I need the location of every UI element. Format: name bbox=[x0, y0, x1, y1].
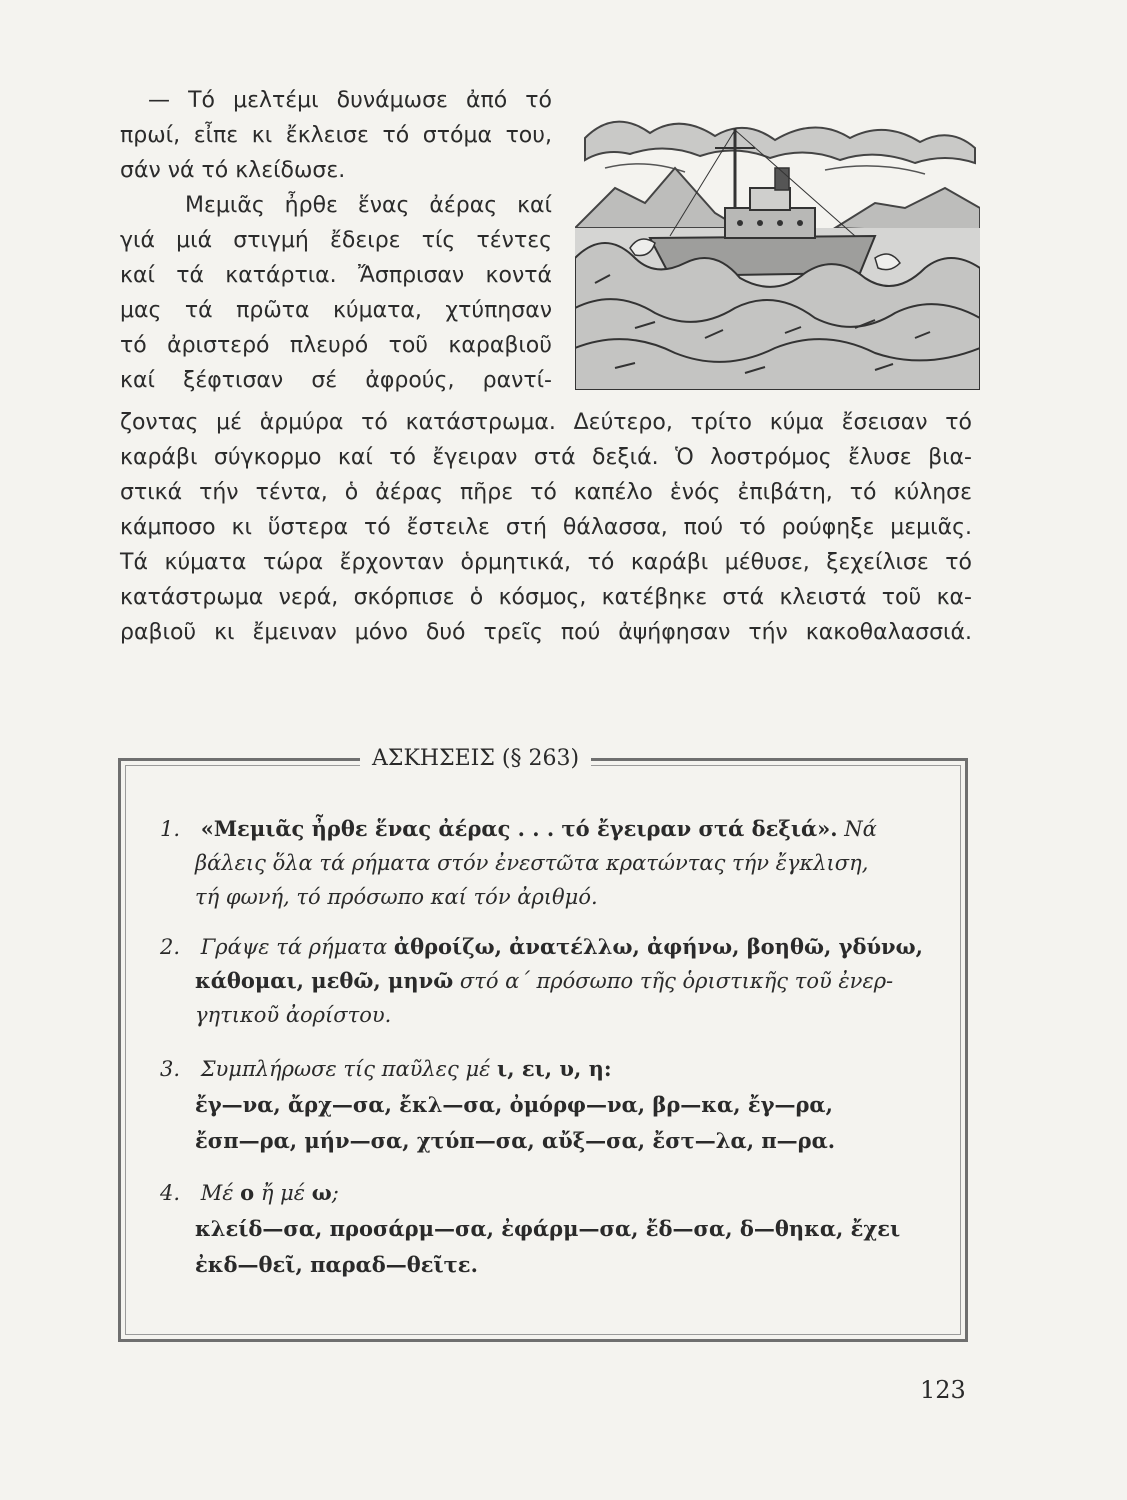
exercise-1-line bbox=[195, 880, 598, 914]
narrative-line: καί τά κατάρτια. Ἄσπρισαν κοντά bbox=[120, 263, 552, 288]
exercise-letter: ο bbox=[240, 1180, 255, 1205]
exercise-number: 4. bbox=[160, 1181, 181, 1205]
exercise-4-line bbox=[195, 1248, 478, 1282]
narrative-line: — Τό μελτέμι δυνάμωσε ἀπό τό bbox=[148, 88, 552, 113]
exercise-instruction: βάλεις ὅλα τά ρήματα στόν ἐνεστῶτα κρατώντας τήν ἔγκλιση, bbox=[195, 851, 869, 875]
exercise-3-line bbox=[195, 1088, 833, 1122]
narrative-line: στικά τήν τέντα, ὁ ἀέρας πῆρε τό καπέλο ἑνός ἐπιβάτη, τό κύλησε bbox=[120, 480, 972, 505]
page-number: 123 bbox=[920, 1376, 966, 1404]
exercise-instruction: γητικοῦ ἀορίστου. bbox=[195, 1003, 392, 1027]
narrative-line: καράβι σύγκορμο καί τό ἔγειραν στά δεξιά. Ὁ λοστρόμος ἔλυσε βια- bbox=[120, 445, 972, 470]
exercises-title: ΑΣΚΗΣΕΙΣ (§ 263) bbox=[360, 742, 591, 776]
exercise-3-line bbox=[195, 1124, 835, 1158]
ship-in-stormy-sea-illustration bbox=[575, 108, 980, 390]
exercise-instruction: στό α΄ πρόσωπο τῆς ὁριστικῆς τοῦ ἐνερ- bbox=[453, 969, 894, 993]
exercise-instruction: ; bbox=[331, 1181, 339, 1205]
narrative-line: Μεμιᾶς ἦρθε ἕνας ἀέρας καί bbox=[185, 193, 552, 218]
exercise-letters: ι, ει, υ, η: bbox=[497, 1056, 612, 1081]
exercise-instruction: ἤ μέ bbox=[254, 1181, 312, 1205]
narrative-line: καί ξέφτισαν σέ ἀφρούς, ραντί- bbox=[120, 368, 552, 393]
exercise-1 bbox=[160, 812, 877, 846]
narrative-line: ζοντας μέ ἁρμύρα τό κατάστρωμα. Δεύτερο, τρίτο κύμα ἔσεισαν τό bbox=[120, 410, 972, 435]
exercise-instruction: Γράψε τά ρήματα bbox=[200, 935, 394, 959]
exercise-words: κλείδ—σα, προσάρμ—σα, ἐφάρμ—σα, ἔδ—σα, δ—θηκα, ἔχει bbox=[195, 1216, 901, 1241]
exercise-instruction: Συμπλήρωσε τίς παῦλες μέ bbox=[200, 1057, 498, 1081]
narrative-line: σάν νά τό κλείδωσε. bbox=[120, 158, 346, 183]
exercise-number: 1. bbox=[160, 817, 181, 841]
narrative-line: κατάστρωμα νερά, σκόρπισε ὁ κόσμος, κατέβηκε στά κλειστά τοῦ κα- bbox=[120, 585, 972, 610]
exercise-4-line bbox=[195, 1212, 900, 1246]
narrative-line: Τά κύματα τώρα ἔρχονταν ὁρμητικά, τό καράβι μέθυσε, ξεχείλισε τό bbox=[120, 550, 972, 575]
narrative-line: κάμποσο κι ὕστερα τό ἔστειλε στή θάλασσα, πού τό ρούφηξε μεμιᾶς. bbox=[120, 515, 972, 540]
exercise-2-line bbox=[195, 964, 893, 998]
exercise-2-line bbox=[195, 998, 391, 1032]
exercise-words: ἔγ—να, ἄρχ—σα, ἔκλ—σα, ὀμόρφ—να, βρ—κα, ἔγ—ρα, bbox=[195, 1092, 833, 1117]
narrative-line: τό ἀριστερό πλευρό τοῦ καραβιοῦ bbox=[120, 333, 552, 358]
exercise-instruction: Νά bbox=[844, 817, 877, 841]
exercise-instruction: Μέ bbox=[200, 1181, 241, 1205]
exercise-1-line bbox=[195, 846, 868, 880]
narrative-line: γιά μιά στιγμή ἔδειρε τίς τέντες bbox=[120, 228, 552, 253]
narrative-line: ραβιοῦ κι ἔμειναν μόνο δυό τρεῖς πού ἀψήφησαν τήν κακοθαλασσιά. bbox=[120, 620, 972, 645]
exercise-2 bbox=[160, 930, 923, 964]
exercise-words: ἔσπ—ρα, μήν—σα, χτύπ—σα, αὔξ—σα, ἔστ—λα, π—ρα. bbox=[195, 1128, 836, 1153]
exercise-verbs: ἀθροίζω, ἀνατέλλω, ἀφήνω, βοηθῶ, γδύνω, bbox=[393, 934, 923, 959]
narrative-line: πρωί, εἶπε κι ἔκλεισε τό στόμα του, bbox=[120, 123, 552, 148]
exercise-words: ἐκδ—θεῖ, παραδ—θεῖτε. bbox=[195, 1252, 478, 1277]
narrative-line: μας τά πρῶτα κύματα, χτύπησαν bbox=[120, 298, 552, 323]
exercise-instruction: τή φωνή, τό πρόσωπο καί τόν ἀριθμό. bbox=[195, 885, 598, 909]
exercise-number: 3. bbox=[160, 1057, 181, 1081]
exercise-verbs: κάθομαι, μεθῶ, μηνῶ bbox=[195, 968, 454, 993]
exercise-4 bbox=[160, 1176, 339, 1210]
exercise-3 bbox=[160, 1052, 612, 1086]
exercise-number: 2. bbox=[160, 935, 181, 959]
exercise-letter: ω bbox=[311, 1180, 332, 1205]
exercise-quote: «Μεμιᾶς ἦρθε ἕνας ἀέρας . . . τό ἔγειραν στά δεξιά». bbox=[200, 816, 838, 841]
